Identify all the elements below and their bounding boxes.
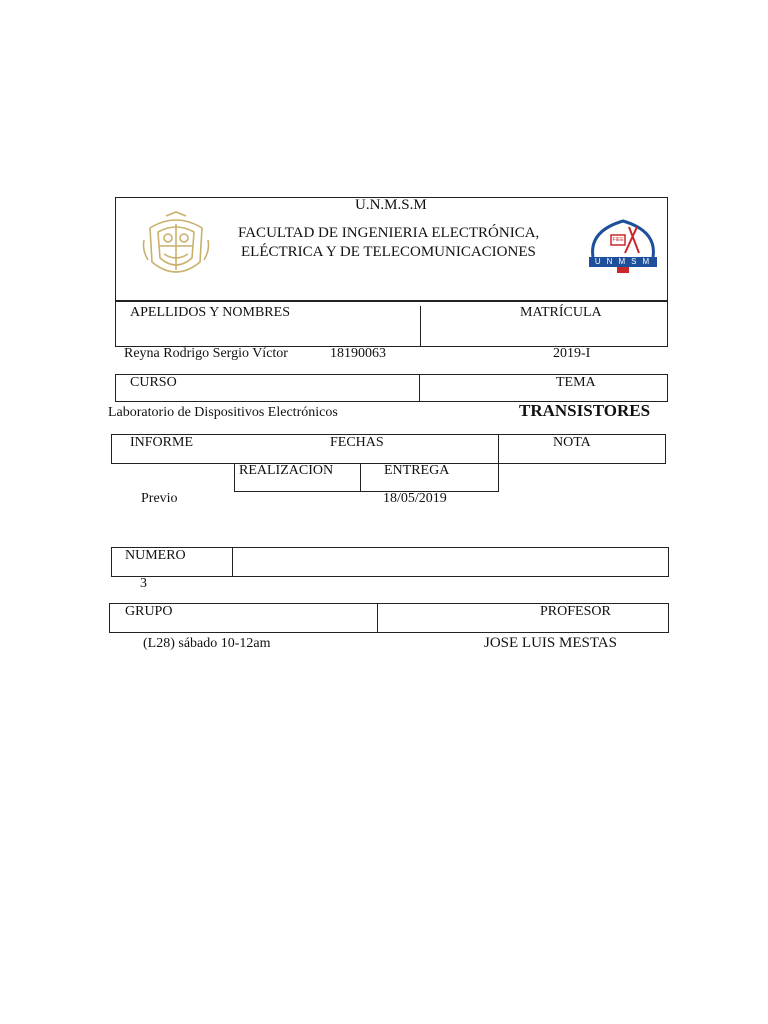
university-name: U.N.M.S.M <box>355 197 427 213</box>
entrega-value: 18/05/2019 <box>383 491 447 506</box>
realizacion-label: REALIZACION <box>239 463 334 478</box>
fechas-label: FECHAS <box>330 435 384 450</box>
course-box-divider <box>419 374 420 402</box>
nota-label: NOTA <box>553 435 591 450</box>
fiee-logo-icon <box>585 215 661 275</box>
course-name: Laboratorio de Dispositivos Electrónicos <box>108 405 338 420</box>
group-label: GRUPO <box>125 604 173 619</box>
topic-label: TEMA <box>556 375 596 390</box>
group-box-divider <box>377 603 378 633</box>
informe-value: Previo <box>141 491 178 506</box>
course-label: CURSO <box>130 375 177 390</box>
group-value: (L28) sábado 10-12am <box>143 636 271 651</box>
numero-value: 3 <box>140 576 147 591</box>
faculty-line-2: ELÉCTRICA Y DE TELECOMUNICACIONES <box>241 244 536 260</box>
numero-label: NUMERO <box>125 548 186 563</box>
id-label: MATRÍCULA <box>520 305 602 320</box>
right-logo-label: FIEE <box>612 237 624 243</box>
professor-name: JOSE LUIS MESTAS <box>484 635 617 651</box>
faculty-line-1: FACULTAD DE INGENIERIA ELECTRÓNICA, <box>238 225 540 241</box>
student-box-divider <box>420 306 421 347</box>
numero-box-divider <box>232 547 233 577</box>
topic-name: TRANSISTORES <box>519 401 651 420</box>
entrega-label: ENTREGA <box>384 463 450 478</box>
name-label: APELLIDOS Y NOMBRES <box>130 305 290 320</box>
dates-subheader-divider <box>360 463 361 492</box>
student-name: Reyna Rodrigo Sergio Víctor <box>124 346 288 361</box>
semester: 2019-I <box>553 346 591 361</box>
professor-label: PROFESOR <box>540 604 611 619</box>
student-id: 18190063 <box>330 346 386 361</box>
numero-box <box>111 547 669 577</box>
informe-label: INFORME <box>130 435 194 450</box>
right-logo-text: UNMSM <box>594 257 656 266</box>
unmsm-seal-icon <box>140 210 212 284</box>
